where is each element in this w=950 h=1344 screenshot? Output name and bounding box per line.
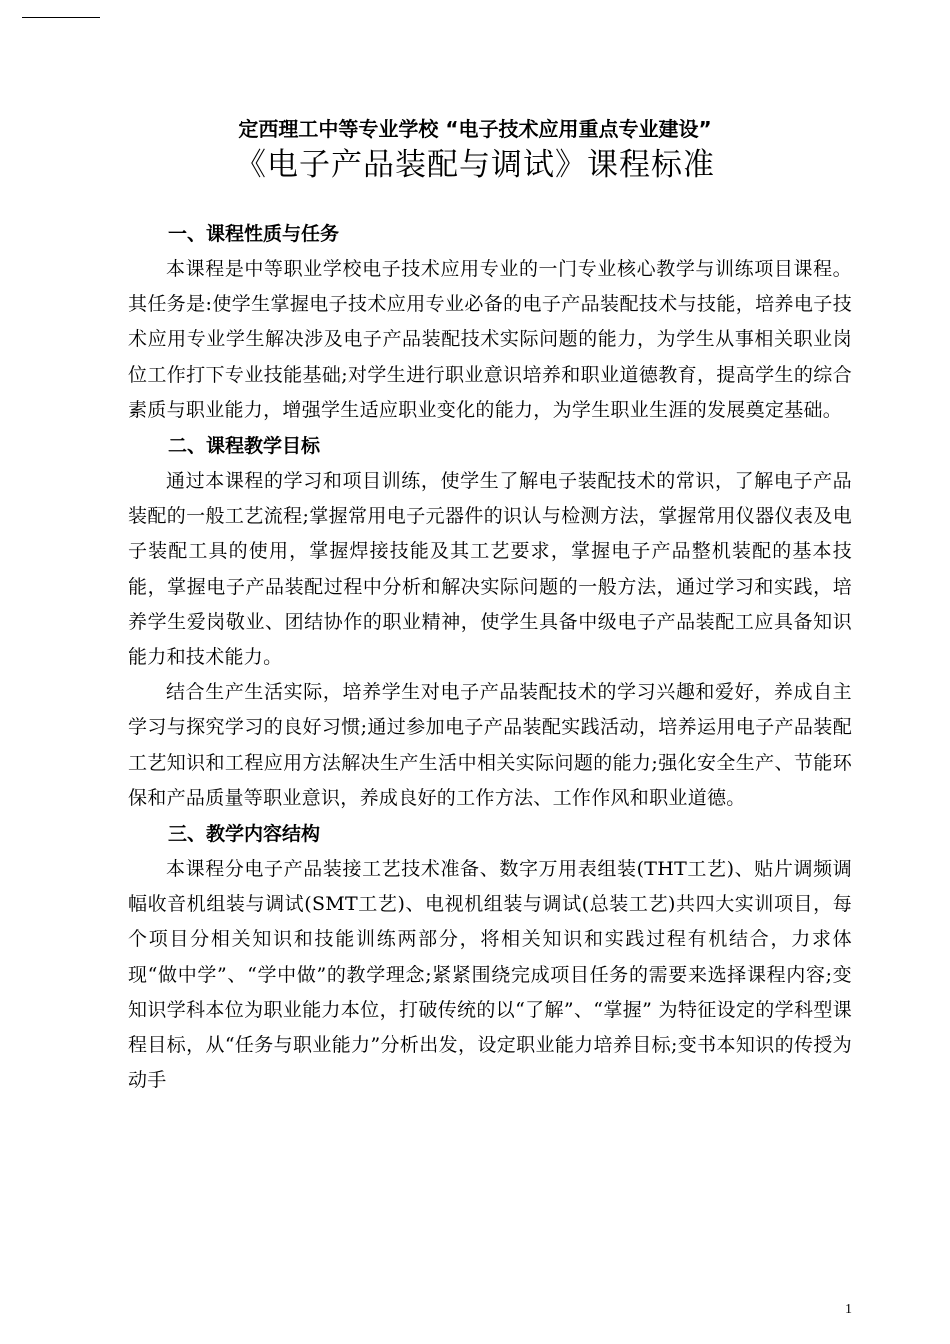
document-subtitle: 定西理工中等专业学校 “电子技术应用重点专业建设”	[238, 117, 712, 141]
header-rule	[22, 17, 100, 18]
section-3-paragraph-1: 本课程分电子产品装接工艺技术准备、数字万用表组装(THT工艺)、贴片调频调幅收音机组装与调试(SMT工艺)、电视机组装与调试(总装工艺)共四大实训项目，每个项目分相关知识和技能训练两部分，将相关知识和实践过程有机结合，力求体现“做中学”、“学中做”的教学理念;紧紧围绕完成项目任务的需要来选择课程内容;变知识学科本位为职业能力本位，打破传统的以“了解”、“掌握” 为特征设定的学科型课程目标，从“任务与职业能力”分析出发，设定职业能力培养目标;变书本知识的传授为动手	[128, 858, 852, 1092]
section-heading-1: 一、课程性质与任务	[168, 223, 340, 245]
page-number: 1	[845, 1302, 852, 1317]
section-2-paragraph-1: 通过本课程的学习和项目训练，使学生了解电子装配技术的常识，了解电子产品装配的一般工艺流程;掌握常用电子元器件的识认与检测方法，掌握常用仪器仪表及电子装配工具的使用，掌握焊接技能及其工艺要求，掌握电子产品整机装配的基本技能，掌握电子产品装配过程中分析和解决实际问题的一般方法，通过学习和实践，培养学生爱岗敬业、团结协作的职业精神，使学生具备中级电子产品装配工应具备知识能力和技术能力。	[128, 470, 852, 669]
section-2-paragraph-2: 结合生产生活实际，培养学生对电子产品装配技术的学习兴趣和爱好，养成自主学习与探究学习的良好习惯;通过参加电子产品装配实践活动，培养运用电子产品装配工艺知识和工程应用方法解决生产生活中相关实际问题的能力;强化安全生产、节能环保和产品质量等职业意识，养成良好的工作方法、工作作风和职业道德。	[128, 681, 852, 809]
document-title: 《电子产品装配与调试》课程标准	[235, 147, 715, 183]
section-heading-2: 二、课程教学目标	[168, 435, 321, 458]
section-1-paragraph-1: 本课程是中等职业学校电子技术应用专业的一门专业核心教学与训练项目课程。其任务是:使学生掌握电子技术应用专业必备的电子产品装配技术与技能，培养电子技术应用专业学生解决涉及电子产品装配技术实际问题的能力，为学生从事相关职业岗位工作打下专业技能基础;对学生进行职业意识培养和职业道德教育，提高学生的综合素质与职业能力，增强学生适应职业变化的能力，为学生职业生涯的发展奠定基础。	[128, 258, 852, 421]
document-body	[128, 216, 852, 1098]
section-heading-3: 三、教学内容结构	[168, 823, 321, 846]
